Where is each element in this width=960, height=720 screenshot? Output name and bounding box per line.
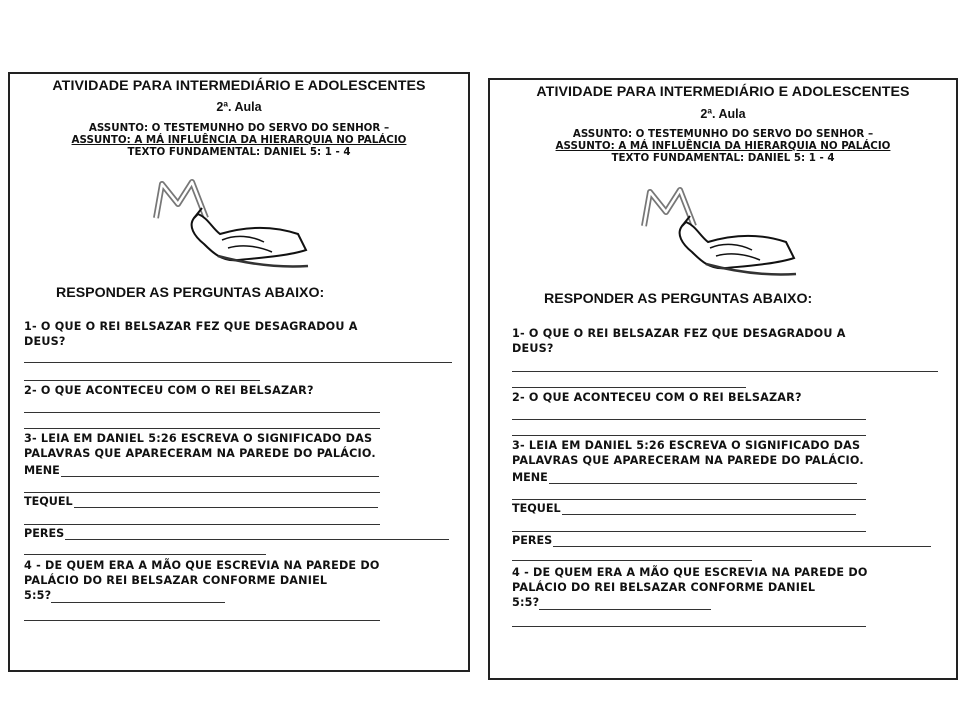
mene-answer-line[interactable] (61, 465, 379, 477)
peres-line (512, 534, 931, 547)
question-2: 2- O QUE ACONTECEU COM O REI BELSAZAR? (24, 384, 314, 397)
answer-line[interactable] (24, 362, 452, 363)
peres-answer-line[interactable] (553, 535, 931, 547)
answer-line[interactable] (512, 499, 866, 500)
question-2: 2- O QUE ACONTECEU COM O REI BELSAZAR? (512, 391, 802, 404)
question-3-line-1: 3- LEIA EM DANIEL 5:26 ESCREVA O SIGNIFICADO DAS (512, 439, 861, 452)
word-tequel: TEQUEL (24, 495, 73, 508)
peres-line (24, 527, 449, 540)
hand-writing-on-wall-icon (636, 186, 806, 282)
question-1 (512, 326, 846, 356)
subject-line-1: ASSUNTO: O TESTEMUNHO DO SERVO DO SENHOR – (572, 128, 874, 140)
question-4-line-2: PALÁCIO DO REI BELSAZAR CONFORME DANIEL (24, 574, 328, 587)
question-1-line-1: 1- O QUE O REI BELSAZAR FEZ QUE DESAGRADOU A (24, 320, 358, 333)
tequel-answer-line[interactable] (74, 496, 378, 508)
question-1-line-1: 1- O QUE O REI BELSAZAR FEZ QUE DESAGRADOU A (512, 327, 846, 340)
answer-line[interactable] (24, 524, 380, 525)
subject-line-2: ASSUNTO: A MÁ INFLUÊNCIA DA HIERARQUIA NO PALÁCIO (555, 140, 891, 152)
respond-heading: RESPONDER AS PERGUNTAS ABAIXO: (56, 285, 325, 301)
worksheet-title: ATIVIDADE PARA INTERMEDIÁRIO E ADOLESCENTES (52, 78, 426, 94)
question-3-line-1: 3- LEIA EM DANIEL 5:26 ESCREVA O SIGNIFICADO DAS (24, 432, 373, 445)
word-peres: PERES (24, 527, 65, 540)
lesson-number: 2ª. Aula (216, 100, 262, 114)
subject-block (10, 122, 468, 158)
answer-line[interactable] (24, 412, 380, 413)
question-4-line-2: PALÁCIO DO REI BELSAZAR CONFORME DANIEL (512, 581, 816, 594)
question-1 (24, 319, 358, 349)
text-reference: TEXTO FUNDAMENTAL: DANIEL 5: 1 - 4 (611, 152, 835, 164)
respond-heading: RESPONDER AS PERGUNTAS ABAIXO: (544, 291, 813, 307)
tequel-line (24, 495, 378, 508)
word-tequel: TEQUEL (512, 502, 561, 515)
answer-line[interactable] (512, 560, 752, 561)
answer-line[interactable] (512, 387, 746, 388)
lesson-number: 2ª. Aula (700, 107, 746, 121)
text-reference: TEXTO FUNDAMENTAL: DANIEL 5: 1 - 4 (127, 146, 351, 158)
worksheet-title: ATIVIDADE PARA INTERMEDIÁRIO E ADOLESCENTES (536, 84, 910, 100)
question-3-line-2: PALAVRAS QUE APARECERAM NA PAREDE DO PALÁCIO. (24, 447, 376, 460)
word-mene: MENE (24, 464, 60, 477)
answer-line[interactable] (24, 380, 260, 381)
answer-line[interactable] (24, 428, 380, 429)
q4-answer-line[interactable] (539, 598, 711, 610)
question-4-line-1: 4 - DE QUEM ERA A MÃO QUE ESCREVIA NA PAREDE DO (512, 566, 868, 579)
tequel-answer-line[interactable] (562, 503, 856, 515)
peres-answer-line[interactable] (65, 528, 449, 540)
subject-line-2: ASSUNTO: A MÁ INFLUÊNCIA DA HIERARQUIA NO PALÁCIO (71, 134, 407, 146)
word-mene: MENE (512, 471, 548, 484)
answer-line[interactable] (24, 492, 380, 493)
answer-line[interactable] (512, 419, 866, 420)
word-peres: PERES (512, 534, 553, 547)
subject-block (490, 128, 956, 164)
subject-line-1: ASSUNTO: O TESTEMUNHO DO SERVO DO SENHOR – (88, 122, 390, 134)
hand-writing-on-wall-icon (148, 178, 318, 274)
answer-line[interactable] (24, 620, 380, 621)
question-4-line-3: 5:5? (24, 588, 380, 603)
answer-line[interactable] (512, 626, 866, 627)
question-1-line-2: DEUS? (512, 342, 554, 355)
q4-answer-line[interactable] (51, 591, 225, 603)
question-3-line-2: PALAVRAS QUE APARECERAM NA PAREDE DO PALÁCIO. (512, 454, 864, 467)
question-1-line-2: DEUS? (24, 335, 66, 348)
question-4 (24, 558, 380, 603)
question-4 (512, 565, 868, 610)
question-3 (24, 431, 376, 461)
answer-line[interactable] (512, 531, 866, 532)
answer-line[interactable] (512, 371, 938, 372)
mene-answer-line[interactable] (549, 472, 857, 484)
mene-line (512, 471, 857, 484)
question-3 (512, 438, 864, 468)
worksheet-right (488, 78, 958, 680)
answer-line[interactable] (512, 435, 866, 436)
worksheet-left (8, 72, 470, 672)
question-4-line-3: 5:5? (512, 595, 868, 610)
answer-line[interactable] (24, 554, 266, 555)
mene-line (24, 464, 379, 477)
tequel-line (512, 502, 856, 515)
question-4-line-1: 4 - DE QUEM ERA A MÃO QUE ESCREVIA NA PAREDE DO (24, 559, 380, 572)
